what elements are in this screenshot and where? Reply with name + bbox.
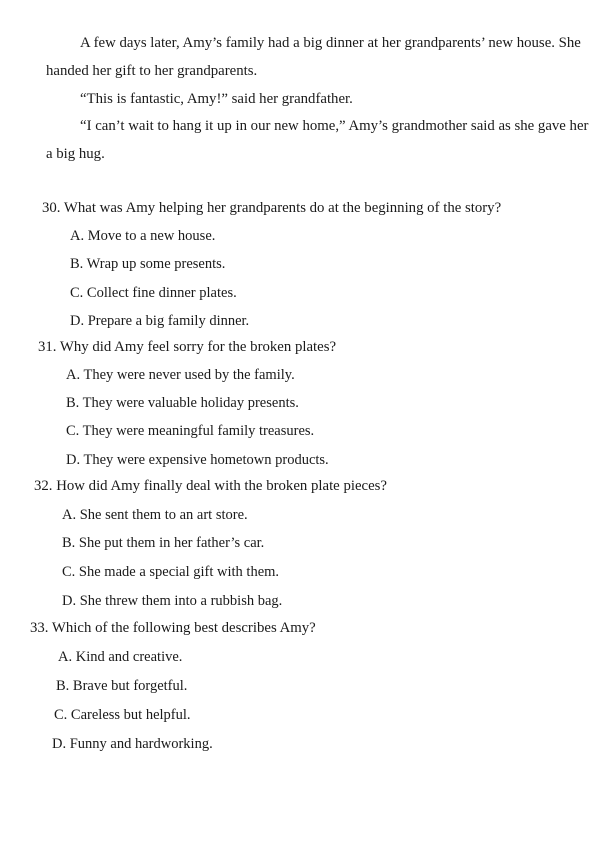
question-31-option-a: A. They were never used by the family. <box>66 367 295 383</box>
passage-p1-line2: handed her gift to her grandparents. <box>46 63 258 79</box>
passage-p3-line2: a big hug. <box>46 146 105 162</box>
question-33-option-d: D. Funny and hardworking. <box>52 736 213 752</box>
passage-p3-line1: “I can’t wait to hang it up in our new home,” Amy’s grandmother said as she gave her <box>80 118 589 134</box>
question-30-stem: 30. What was Amy helping her grandparents do at the beginning of the story? <box>42 200 502 216</box>
question-30-option-c: C. Collect fine dinner plates. <box>70 285 237 301</box>
question-30-option-a: A. Move to a new house. <box>70 228 216 244</box>
question-32-option-c: C. She made a special gift with them. <box>62 564 280 580</box>
question-31-option-c: C. They were meaningful family treasures. <box>66 423 315 439</box>
question-30-option-d: D. Prepare a big family dinner. <box>70 313 250 329</box>
question-32-stem: 32. How did Amy finally deal with the broken plate pieces? <box>34 478 387 494</box>
question-32-option-b: B. She put them in her father’s car. <box>62 535 265 551</box>
passage-p2: “This is fantastic, Amy!” said her grandfather. <box>80 91 353 107</box>
question-33-option-a: A. Kind and creative. <box>58 649 183 665</box>
question-32-option-a: A. She sent them to an art store. <box>62 507 248 523</box>
question-33-stem: 33. Which of the following best describes Amy? <box>30 620 316 636</box>
question-33-option-b: B. Brave but forgetful. <box>56 678 188 694</box>
question-31-stem: 31. Why did Amy feel sorry for the broken plates? <box>38 339 337 355</box>
question-33-option-c: C. Careless but helpful. <box>54 707 191 723</box>
question-31-option-d: D. They were expensive hometown products. <box>66 452 329 468</box>
question-31-option-b: B. They were valuable holiday presents. <box>66 395 299 411</box>
passage-p1-line1: A few days later, Amy’s family had a big dinner at her grandparents’ new house. She <box>80 35 581 51</box>
question-32-option-d: D. She threw them into a rubbish bag. <box>62 593 283 609</box>
question-30-option-b: B. Wrap up some presents. <box>70 256 226 272</box>
